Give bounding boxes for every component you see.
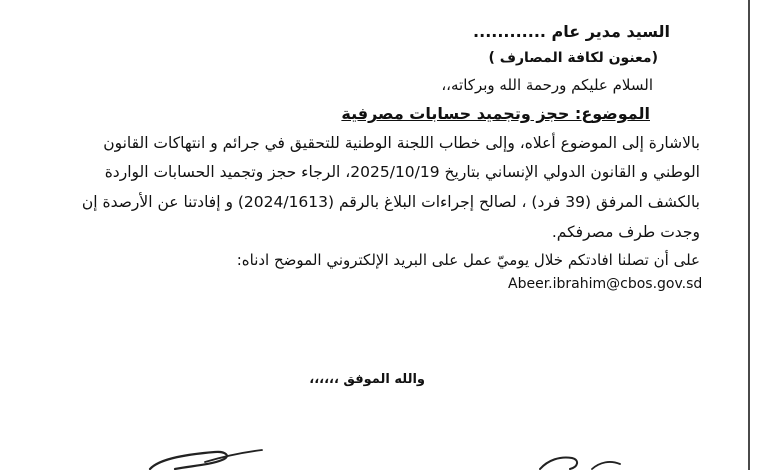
addressee-line: السيد مدير عام ............ [473, 22, 670, 41]
request-line: على أن تصلنا افادتكم خلال يوميّ عمل على البريد الإلكتروني الموضح ادناه: [236, 251, 700, 269]
body-line: بالاشارة إلى الموضوع أعلاه، وإلى خطاب اللجنة الوطنية للتحقيق في جرائم و انتهاكات القانون [103, 134, 700, 152]
signature-strokes [0, 440, 780, 470]
greeting-line: السلام عليكم ورحمة الله وبركاته،، [441, 76, 653, 94]
body-line: بالكشف المرفق (39 فرد) ، لصالح إجراءات البلاغ بالرقم (2024/1613) و إفادتنا عن الأرصدة إن [81, 193, 700, 211]
addressee-note: (معنون لكافة المصارف ) [488, 50, 658, 66]
subject-line: الموضوع: حجز وتجميد حسابات مصرفية [341, 104, 650, 123]
closing-line: والله الموفق ،،،،،، [309, 372, 425, 387]
body-line: وجدت طرف مصرفكم. [551, 223, 700, 241]
body-line: الوطني و القانون الدولي الإنساني بتاريخ 2025/10/19، الرجاء حجز وتجميد الحسابات الواردة [104, 163, 700, 181]
email-address: Abeer.ibrahim@cbos.gov.sd [508, 276, 703, 292]
page-edge-line [748, 0, 750, 470]
